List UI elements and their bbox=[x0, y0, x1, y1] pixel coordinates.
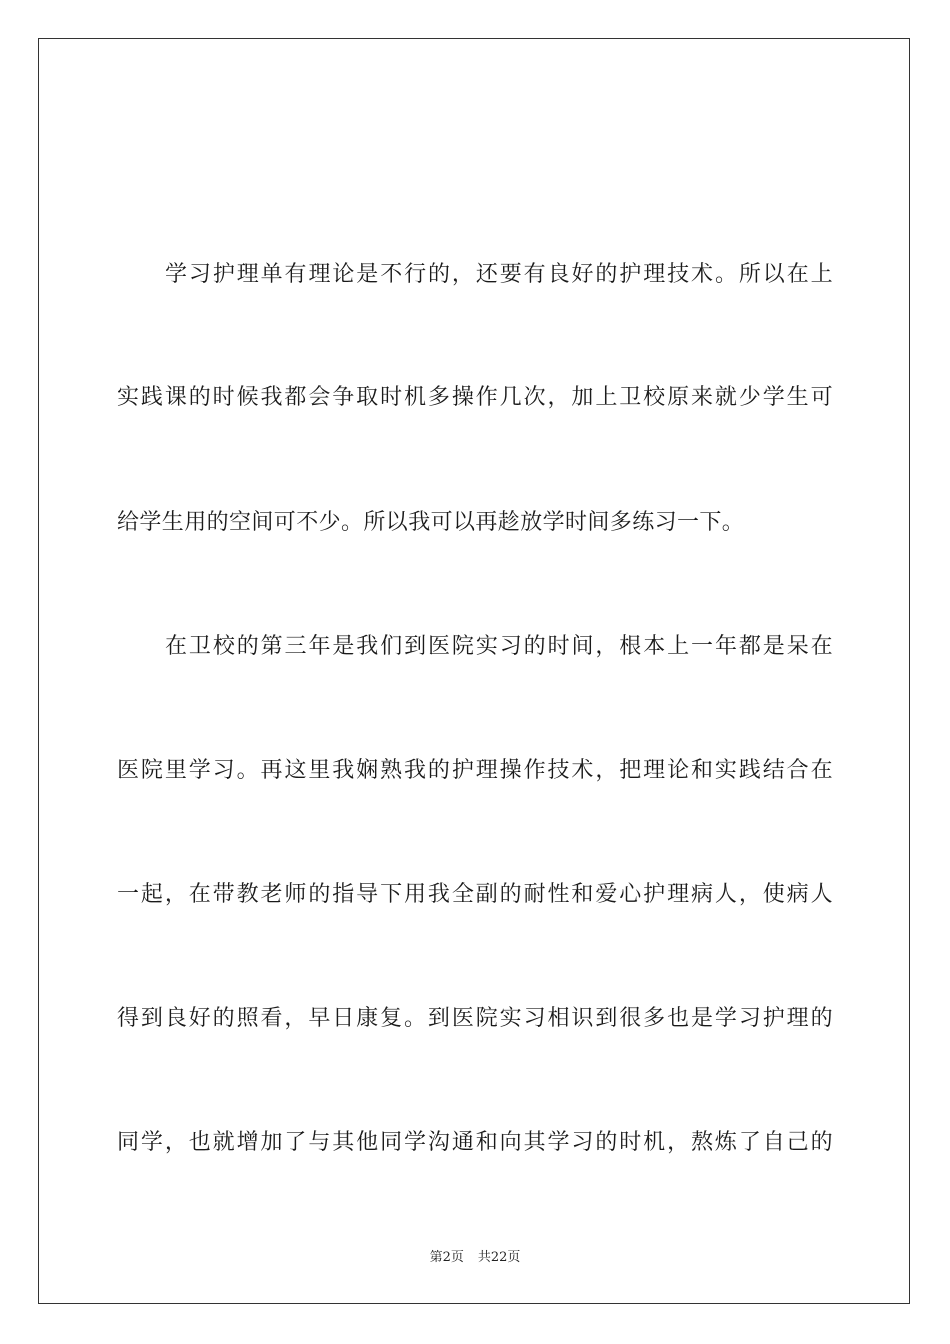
page-border bbox=[38, 38, 910, 1304]
page-number: 第2页 bbox=[429, 1250, 464, 1265]
page-footer bbox=[0, 1250, 950, 1266]
paragraph-1-line-2: 实践课的时候我都会争取时机多操作几次，加上卫校原来就少学生可 bbox=[117, 385, 833, 410]
paragraph-2-line-5: 同学，也就增加了与其他同学沟通和向其学习的时机，熬炼了自己的 bbox=[117, 1130, 833, 1155]
page-total: 共22页 bbox=[477, 1250, 521, 1265]
paragraph-1-line-3: 给学生用的空间可不少。所以我可以再趁放学时间多练习一下。 bbox=[117, 510, 745, 535]
paragraph-2-line-2: 医院里学习。再这里我娴熟我的护理操作技术，把理论和实践结合在 bbox=[117, 758, 833, 783]
paragraph-2-line-4: 得到良好的照看，早日康复。到医院实习相识到很多也是学习护理的 bbox=[117, 1006, 833, 1031]
paragraph-2-line-3: 一起，在带教老师的指导下用我全副的耐性和爱心护理病人，使病人 bbox=[117, 882, 833, 907]
paragraph-2-line-1: 在卫校的第三年是我们到医院实习的时间，根本上一年都是呆在 bbox=[165, 634, 833, 659]
paragraph-1-line-1: 学习护理单有理论是不行的，还要有良好的护理技术。所以在上 bbox=[165, 262, 833, 287]
